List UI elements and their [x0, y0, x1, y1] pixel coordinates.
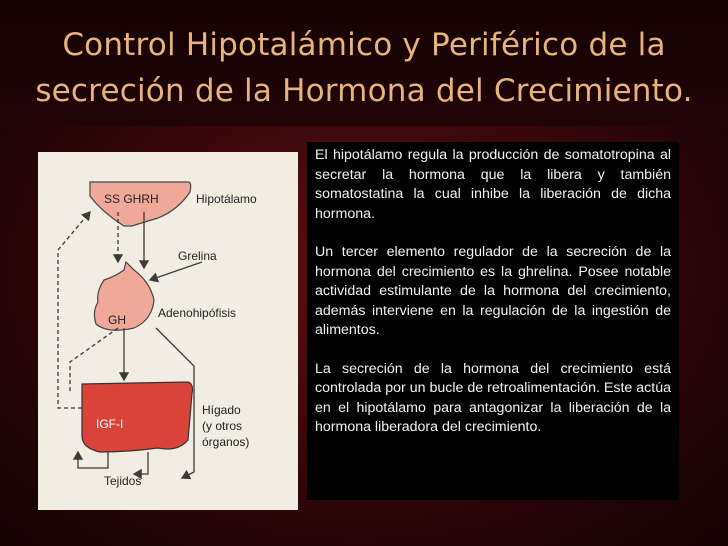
higado-label-2: (y otros [202, 419, 243, 433]
tejidos-label: Tejidos [104, 474, 142, 488]
hormone-diagram [38, 152, 298, 510]
title-line-2: secreción de la Hormona del Crecimiento. [35, 73, 693, 109]
title-line-1: Control Hipotalámico y Periférico de la [62, 27, 666, 63]
ss-ghrh-label: SS GHRH [104, 192, 159, 206]
adenohipofisis-label: Adenohipófisis [158, 306, 237, 320]
igf-label: IGF-I [96, 417, 124, 431]
higado-label-1: Hígado [202, 403, 241, 417]
grelina-label: Grelina [178, 249, 217, 263]
gh-label: GH [108, 313, 126, 327]
explanation-textbox [307, 142, 679, 500]
paragraph-3: La secreción de la hormona del crecimiento está controlada por un bucle de retroalimentación. Este actúa en el hipotálamo para antagonizar la liberación de la hormona liberadora del crecimiento. [315, 360, 671, 435]
paragraph-1: El hipotálamo regula la producción de somatotropina al secretar la hormona que la libera y también somatostatina la cual inhibe la liberación de dicha hormona. [315, 147, 671, 222]
slide-title [0, 22, 728, 114]
hipotalamo-label: Hipotálamo [196, 192, 257, 206]
paragraph-2: Un tercer elemento regulador de la secreción de la hormona del crecimiento es la ghrelina. Posee notable actividad estimulante de la hormona del crecimiento, además interviene en la regulación de la ingestión de alimentos. [315, 244, 671, 338]
higado-label-3: órganos) [202, 435, 250, 449]
diagram-image [38, 152, 298, 510]
